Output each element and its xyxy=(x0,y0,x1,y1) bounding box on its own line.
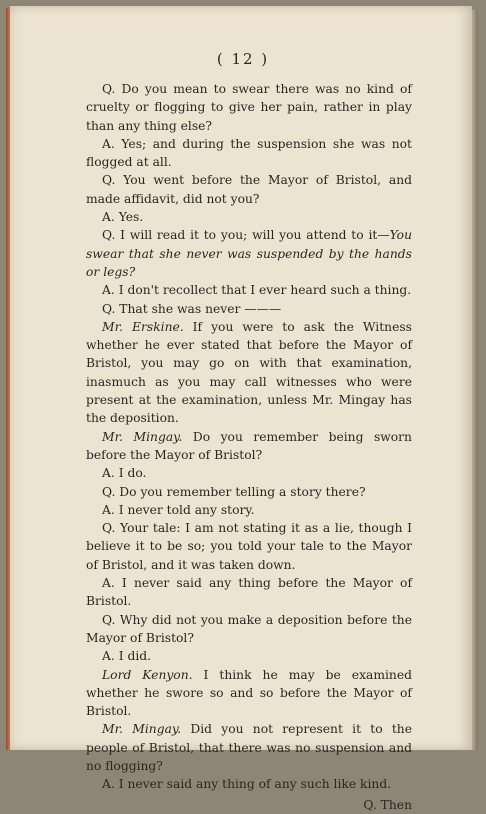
page-stack-edge xyxy=(472,10,478,750)
paragraph-text: I think he may be examined whether he swore so and so before the Mayor of Bristol. xyxy=(86,667,412,719)
page-text xyxy=(86,80,412,814)
speaker: Mr. Mingay. xyxy=(102,429,183,444)
paragraph: A. I never said any thing before the Mayor of Bristol. xyxy=(86,576,412,609)
paragraph: Q. Why did not you make a deposition before the Mayor of Bristol? xyxy=(86,612,412,645)
paragraph-text: Do you remember being sworn before the Mayor of Bristol? xyxy=(86,429,412,462)
paragraph xyxy=(86,720,412,775)
paragraph: A. Yes. xyxy=(102,210,144,225)
paragraph: A. I do. xyxy=(102,466,147,481)
paragraph: A. Yes; and during the suspension she was not flogged at all. xyxy=(86,136,412,170)
paragraph: Q. You went before the Mayor of Bristol, and made affidavit, did not you? xyxy=(86,173,412,206)
paragraph xyxy=(86,226,412,281)
paragraph: A. I never said any thing of any such like kind. xyxy=(102,777,392,792)
paragraph: A. I did. xyxy=(102,649,152,664)
paragraph-text: Q. I will read it to you; will you attend to it— xyxy=(102,228,390,243)
paragraph-text: If you were to ask the Witness whether he ever stated that before the Mayor of Bristol, you may go on with that examination, inasmuch as you may call witnesses who were present at the examination, unless Mr. Mingay has the deposition. xyxy=(86,319,412,426)
paragraph xyxy=(86,666,412,721)
paragraph: A. I don't recollect that I ever heard such a thing. xyxy=(102,283,412,298)
paragraph-text: Did you not represent it to the people of Bristol, that there was no suspension and no flogging? xyxy=(86,722,412,773)
page-number: ( 12 ) xyxy=(216,50,270,68)
catchword: Q. Then xyxy=(363,797,412,812)
paragraph: Q. Your tale: I am not stating it as a lie, though I believe it to be so; you told your tale to the Mayor of Bristol, and it was taken down. xyxy=(86,521,412,572)
speaker: Lord Kenyon. xyxy=(102,667,193,682)
paragraph: Q. Do you mean to swear there was no kind of cruelty or flogging to give her pain, rather in play than any thing else? xyxy=(86,82,412,133)
paragraph: A. I never told any story. xyxy=(102,502,255,517)
paragraph: Q. That she was never ——— xyxy=(102,301,282,316)
paragraph xyxy=(86,318,412,428)
paragraph xyxy=(86,428,412,465)
speaker: Mr. Mingay. xyxy=(102,722,182,737)
paragraph-italic: You swear that she never was suspended by the hands or legs? xyxy=(86,228,412,279)
speaker: Mr. Erskine. xyxy=(102,319,184,334)
paragraph: Q. Do you remember telling a story there? xyxy=(102,484,366,499)
